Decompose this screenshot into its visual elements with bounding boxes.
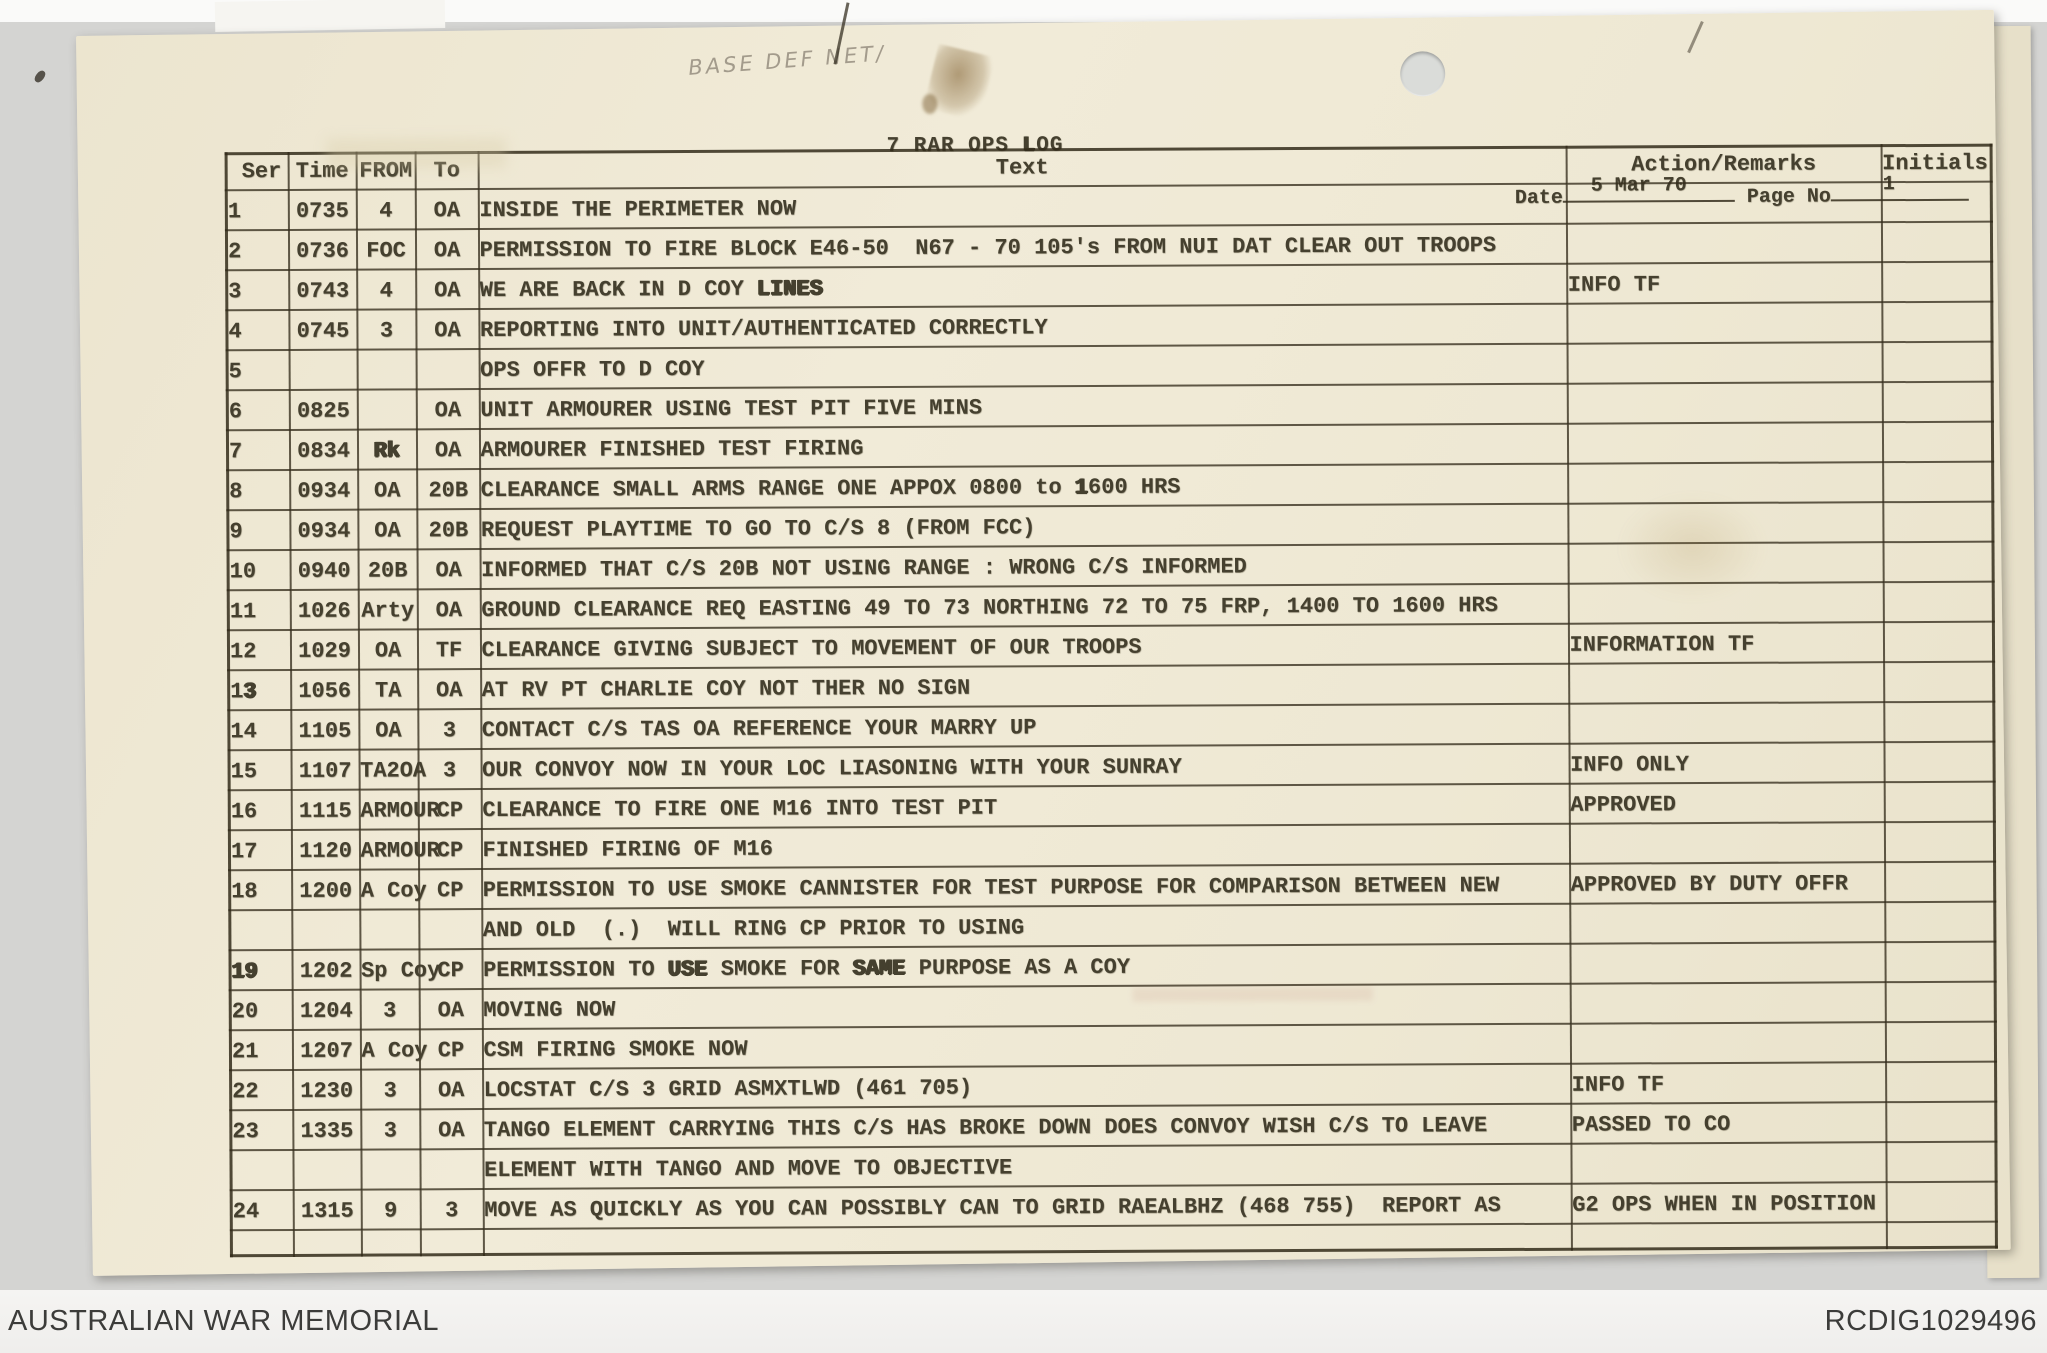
cell-from xyxy=(361,1229,420,1255)
cell-to: OA xyxy=(416,429,479,469)
cell-action xyxy=(1570,982,1885,1024)
ink-mark xyxy=(33,69,47,84)
cell-text: FINISHED FIRING OF M16 xyxy=(481,823,1569,868)
cell-time: 0735 xyxy=(288,189,356,229)
cell-initials xyxy=(1885,1021,1995,1062)
cell-ser: 13 xyxy=(229,669,291,709)
cell-time: 1204 xyxy=(292,989,360,1029)
cell-time xyxy=(293,1149,361,1189)
cell-time xyxy=(289,349,357,389)
cell-to xyxy=(420,1149,483,1189)
cell-text: AT RV PT CHARLIE COY NOT THER NO SIGN xyxy=(481,663,1569,708)
cell-ser: 18 xyxy=(230,869,292,909)
cell-initials xyxy=(1886,1221,1996,1248)
cell-to: 3 xyxy=(420,1189,483,1229)
cell-text: OUR CONVOY NOW IN YOUR LOC LIASONING WITH YOUR SUNRAY xyxy=(481,743,1569,788)
archive-name: AUSTRALIAN WAR MEMORIAL xyxy=(8,1305,439,1337)
header-text: Text xyxy=(478,147,1566,188)
cell-to: 3 xyxy=(418,709,481,749)
sheet-edge-top xyxy=(215,0,445,32)
cell-action xyxy=(1569,702,1884,744)
cell-from: A Coy xyxy=(360,869,419,909)
cell-text: PERMISSION TO FIRE BLOCK E46-50 N67 - 70 105's FROM NUI DAT CLEAR OUT TROOPS xyxy=(478,223,1566,268)
cell-initials xyxy=(1885,901,1995,942)
cell-initials xyxy=(1883,541,1993,582)
cell-ser: 21 xyxy=(230,1029,292,1069)
cell-time: 1202 xyxy=(292,949,360,989)
cell-to: OA xyxy=(415,229,478,269)
cell-from: Rk xyxy=(357,429,416,469)
cell-initials xyxy=(1882,421,1992,462)
cell-time: 1115 xyxy=(291,789,359,829)
cell-text: CLEARANCE TO FIRE ONE M16 INTO TEST PIT xyxy=(481,783,1569,828)
cell-to: OA xyxy=(419,989,482,1029)
cell-initials xyxy=(1882,381,1992,422)
cell-to: TF xyxy=(417,629,480,669)
cell-initials xyxy=(1886,1181,1996,1222)
cell-to: OA xyxy=(416,269,479,309)
cell-time: 1107 xyxy=(291,749,359,789)
cell-action xyxy=(1567,302,1882,344)
cell-text: GROUND CLEARANCE REQ EASTING 49 TO 73 NORTHING 72 TO 75 FRP, 1400 TO 1600 HRS xyxy=(480,583,1568,628)
cell-time: 0934 xyxy=(290,469,358,509)
cell-ser: 5 xyxy=(227,349,289,389)
cell-time xyxy=(292,909,360,949)
cell-text: CLEARANCE GIVING SUBJECT TO MOVEMENT OF OUR TROOPS xyxy=(480,623,1568,668)
cell-ser: 24 xyxy=(231,1189,293,1229)
cell-text: LOCSTAT C/S 3 GRID ASMXTLWD (461 705) xyxy=(483,1063,1571,1108)
cell-initials xyxy=(1882,301,1992,342)
cell-ser: 4 xyxy=(227,309,289,349)
cell-text: UNIT ARMOURER USING TEST PIT FIVE MINS xyxy=(479,383,1567,428)
cell-to: OA xyxy=(415,189,478,229)
cell-time: 0934 xyxy=(290,509,358,549)
cell-time: 1315 xyxy=(293,1189,361,1229)
cell-action: INFORMATION TF xyxy=(1568,622,1883,664)
cell-from: OA xyxy=(359,709,418,749)
cell-from: TA2OA xyxy=(359,749,418,789)
cell-ser: 8 xyxy=(228,469,290,509)
cell-initials xyxy=(1886,1061,1996,1102)
cell-from xyxy=(360,909,419,949)
cell-initials xyxy=(1884,821,1994,862)
cell-initials xyxy=(1884,781,1994,822)
cell-ser: 10 xyxy=(228,549,290,589)
cell-to: 3 xyxy=(418,749,481,789)
header-to: To xyxy=(415,153,478,189)
cell-time: 0745 xyxy=(289,309,357,349)
cell-to xyxy=(419,909,482,949)
cell-ser: 17 xyxy=(229,829,291,869)
cell-initials xyxy=(1885,861,1995,902)
cell-text: ELEMENT WITH TANGO AND MOVE TO OBJECTIVE xyxy=(483,1143,1571,1188)
cell-action xyxy=(1567,382,1882,424)
cell-from: 3 xyxy=(361,1069,420,1109)
cell-ser: 19 xyxy=(230,949,292,989)
cell-initials xyxy=(1881,221,1991,262)
cell-initials xyxy=(1883,581,1993,622)
cell-action xyxy=(1567,422,1882,464)
cell-to xyxy=(420,1229,483,1255)
cell-ser: 16 xyxy=(229,789,291,829)
cell-action xyxy=(1570,902,1885,944)
cell-time: 0743 xyxy=(289,269,357,309)
cell-from: TA xyxy=(359,669,418,709)
date-value: 5 Mar 70 xyxy=(1590,174,1687,198)
cell-ser xyxy=(231,1229,293,1255)
cell-time: 1335 xyxy=(293,1109,361,1149)
cell-time: 1105 xyxy=(291,709,359,749)
cell-to: 20B xyxy=(417,469,480,509)
ops-log-table xyxy=(225,144,1998,1258)
cell-initials xyxy=(1886,1101,1996,1142)
cell-from: OA xyxy=(358,509,417,549)
cell-text xyxy=(483,1223,1571,1254)
cell-ser: 12 xyxy=(228,629,290,669)
cell-to: OA xyxy=(420,1069,483,1109)
cell-from: Sp Coy xyxy=(360,949,419,989)
faded-stamp xyxy=(327,138,507,169)
cell-ser: 15 xyxy=(229,749,291,789)
cell-from: 20B xyxy=(358,549,417,589)
header-time: Time xyxy=(288,153,356,189)
cell-action xyxy=(1571,1142,1886,1184)
cell-action: INFO TF xyxy=(1571,1062,1886,1104)
cell-to: 20B xyxy=(417,509,480,549)
ink-ghost xyxy=(1133,987,1373,1002)
cell-time: 1029 xyxy=(290,629,358,669)
cell-action: PASSED TO CO xyxy=(1571,1102,1886,1144)
cell-ser: 22 xyxy=(231,1069,293,1109)
cell-from: 3 xyxy=(357,309,416,349)
cell-initials xyxy=(1884,741,1994,782)
cell-initials xyxy=(1881,181,1991,222)
cell-ser: 9 xyxy=(228,509,290,549)
cell-ser: 3 xyxy=(227,269,289,309)
cell-initials xyxy=(1884,701,1994,742)
pencil-annotation: BASE DEF NET/ xyxy=(687,41,887,80)
cell-ser: 11 xyxy=(228,589,290,629)
cell-from: OA xyxy=(358,629,417,669)
stain xyxy=(922,94,937,114)
cell-text: CONTACT C/S TAS OA REFERENCE YOUR MARRY UP xyxy=(481,703,1569,748)
cell-ser xyxy=(230,909,292,949)
header-ser: Ser xyxy=(226,153,288,189)
page-title: 7 RAR OPS LOG xyxy=(886,134,1064,159)
cell-initials xyxy=(1882,341,1992,382)
cell-action: G2 OPS WHEN IN POSITION xyxy=(1571,1182,1886,1224)
cell-initials xyxy=(1883,621,1993,662)
cell-action xyxy=(1569,662,1884,704)
cell-action xyxy=(1571,1222,1886,1250)
archive-id: RCDIG1029496 xyxy=(1824,1305,2037,1337)
cell-from: 3 xyxy=(360,989,419,1029)
cell-initials xyxy=(1883,461,1993,502)
cell-ser xyxy=(231,1149,293,1189)
cell-ser: 23 xyxy=(231,1109,293,1149)
cell-from: 3 xyxy=(361,1109,420,1149)
cell-time: 0736 xyxy=(288,229,356,269)
header-action: Action/Remarks xyxy=(1566,146,1881,184)
cell-initials xyxy=(1886,1141,1996,1182)
cell-to: CP xyxy=(419,1029,482,1069)
cell-from xyxy=(361,1149,420,1189)
cell-text: WE ARE BACK IN D COY LINES xyxy=(479,263,1567,308)
cell-from: 4 xyxy=(357,269,416,309)
cell-initials xyxy=(1885,941,1995,982)
cell-text: REQUEST PLAYTIME TO GO TO C/S 8 (FROM FCC) xyxy=(480,503,1568,548)
table-body xyxy=(226,181,1996,1256)
cell-time: 1056 xyxy=(291,669,359,709)
cell-time: 1207 xyxy=(292,1029,360,1069)
document-page xyxy=(76,10,2011,1276)
cell-action xyxy=(1566,222,1881,264)
hole-punch xyxy=(1400,51,1445,96)
cell-ser: 14 xyxy=(229,709,291,749)
cell-from: 9 xyxy=(361,1189,420,1229)
cell-action xyxy=(1570,1022,1885,1064)
page-no-label: Page No xyxy=(1746,185,1831,209)
cell-to: CP xyxy=(418,789,481,829)
cell-action xyxy=(1570,942,1885,984)
cell-action: APPROVED BY DUTY OFFR xyxy=(1570,862,1885,904)
cell-text: PERMISSION TO USE SMOKE FOR SAME PURPOSE AS A COY xyxy=(482,943,1570,988)
cell-ser: 2 xyxy=(226,229,288,269)
cell-text: CSM FIRING SMOKE NOW xyxy=(482,1023,1570,1068)
cell-from: OA xyxy=(358,469,417,509)
cell-to: OA xyxy=(416,309,479,349)
cell-text: REPORTING INTO UNIT/AUTHENTICATED CORRECTLY xyxy=(479,303,1567,348)
page-no-value: 1 xyxy=(1882,173,1895,197)
page-content xyxy=(76,27,2000,1276)
cell-action: APPROVED xyxy=(1569,782,1884,824)
cell-text: AND OLD (.) WILL RING CP PRIOR TO USING xyxy=(482,903,1570,948)
cell-to: CP xyxy=(419,949,482,989)
cell-from: ARMOUR xyxy=(359,829,418,869)
cell-action: INFO TF xyxy=(1567,262,1882,304)
cell-time: 0834 xyxy=(289,429,357,469)
cell-action xyxy=(1566,182,1881,224)
cell-action xyxy=(1567,342,1882,384)
cell-time: 0825 xyxy=(289,389,357,429)
cell-ser: 6 xyxy=(227,389,289,429)
cell-to: OA xyxy=(416,389,479,429)
cell-initials xyxy=(1884,661,1994,702)
cell-ser: 1 xyxy=(226,189,288,229)
cell-ser: 20 xyxy=(230,989,292,1029)
cell-to xyxy=(416,349,479,389)
cell-text: MOVE AS QUICKLY AS YOU CAN POSSIBLY CAN TO GRID RAEALBHZ (468 755) REPORT AS xyxy=(483,1183,1571,1228)
cell-text: INSIDE THE PERIMETER NOW xyxy=(478,183,1566,228)
cell-text: INFORMED THAT C/S 20B NOT USING RANGE : WRONG C/S INFORMED xyxy=(480,543,1568,588)
cell-initials xyxy=(1883,501,1993,542)
cell-from: ARMOUR xyxy=(359,789,418,829)
cell-text: PERMISSION TO USE SMOKE CANNISTER FOR TEST PURPOSE FOR COMPARISON BETWEEN NEW xyxy=(482,863,1570,908)
cell-from: 4 xyxy=(356,189,415,229)
cell-to: OA xyxy=(420,1109,483,1149)
stain xyxy=(1617,492,1768,603)
cell-ser: 7 xyxy=(227,429,289,469)
cell-from: A Coy xyxy=(360,1029,419,1069)
cell-initials xyxy=(1882,261,1992,302)
cell-time: 1200 xyxy=(292,869,360,909)
header-from: FROM xyxy=(356,153,415,189)
cell-text: MOVING NOW xyxy=(482,983,1570,1028)
cell-from: FOC xyxy=(356,229,415,269)
cell-time: 0940 xyxy=(290,549,358,589)
cell-text: CLEARANCE SMALL ARMS RANGE ONE APPOX 0800 to 1600 HRS xyxy=(480,463,1568,508)
cell-to: OA xyxy=(418,669,481,709)
cell-text: TANGO ELEMENT CARRYING THIS C/S HAS BROKE DOWN DOES CONVOY WISH C/S TO LEAVE xyxy=(483,1103,1571,1148)
archive-footer xyxy=(0,1290,2047,1353)
cell-action: INFO ONLY xyxy=(1569,742,1884,784)
cell-initials xyxy=(1885,981,1995,1022)
date-label: Date xyxy=(1514,186,1563,210)
cell-time: 1026 xyxy=(290,589,358,629)
cell-time: 1120 xyxy=(291,829,359,869)
cell-from: Arty xyxy=(358,589,417,629)
cell-time: 1230 xyxy=(293,1069,361,1109)
cell-from xyxy=(357,349,416,389)
cell-to: CP xyxy=(419,869,482,909)
cell-text: ARMOURER FINISHED TEST FIRING xyxy=(479,423,1567,468)
cell-from xyxy=(357,389,416,429)
cell-to: OA xyxy=(417,589,480,629)
cell-text: OPS OFFR TO D COY xyxy=(479,343,1567,388)
cell-to: CP xyxy=(418,829,481,869)
header-initials: Initials xyxy=(1881,145,1991,182)
cell-action xyxy=(1569,822,1884,864)
cell-to: OA xyxy=(417,549,480,589)
cell-time xyxy=(293,1229,361,1255)
